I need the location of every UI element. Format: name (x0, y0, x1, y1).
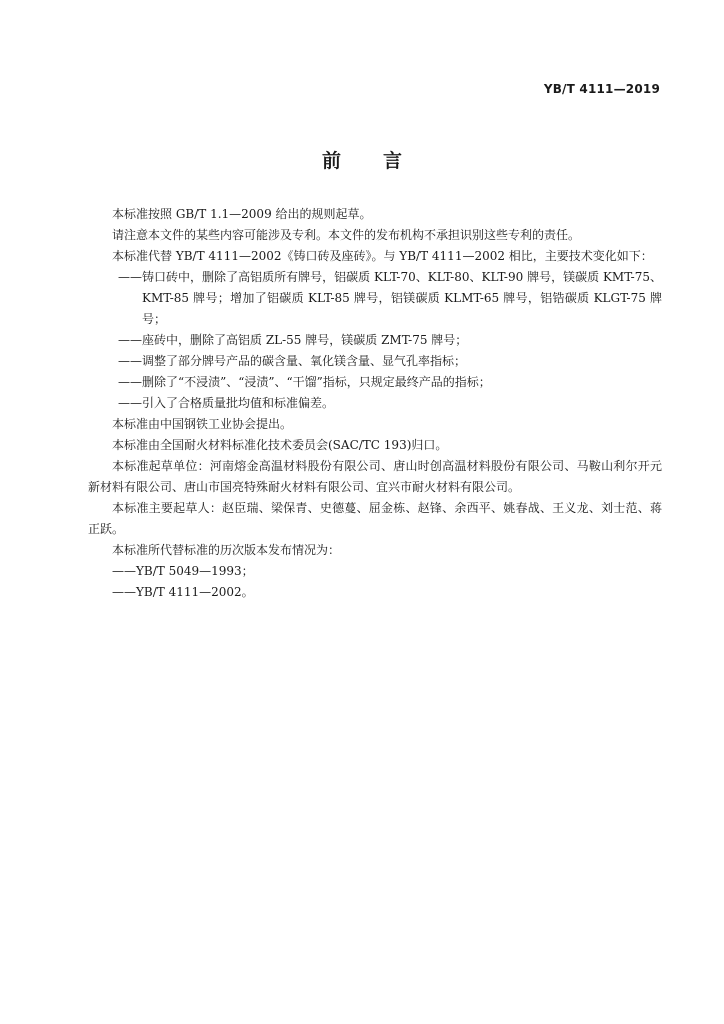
change-item: ——座砖中，删除了高铝质 ZL-55 牌号，镁碳质 ZMT-75 牌号； (118, 333, 468, 347)
change-item: ——引入了合格质量批均值和标准偏差。 (118, 396, 335, 410)
page-title-char-2: 言 (383, 150, 403, 172)
history-item: ——YB/T 4111—2002。 (112, 585, 254, 599)
paragraph-drafters: 本标准主要起草人：赵臣瑞、梁保青、史德蔓、屈金栋、赵锋、余西平、姚春战、王义龙、刘士范、蒋正跃。 (88, 501, 662, 536)
change-item: ——删除了“不浸渍”、“浸渍”、“干馏”指标，只规定最终产品的指标； (118, 375, 491, 389)
paragraph-history-intro: 本标准所代替标准的历次版本发布情况为： (112, 543, 341, 557)
history-item: ——YB/T 5049—1993； (112, 564, 254, 578)
paragraph-centralized-by: 本标准由全国耐火材料标准化技术委员会(SAC/TC 193)归口。 (112, 438, 448, 452)
foreword-body (88, 204, 662, 603)
change-item: ——铸口砖中，删除了高铝质所有牌号，铝碳质 KLT-70、KLT-80、KLT-90 牌号，镁碳质 KMT-75、KMT-85 牌号；增加了铝碳质 KLT-85 牌号，铝镁碳质 KLMT-65 牌号，铝锆碳质 KLGT-75 牌号； (118, 270, 662, 326)
paragraph-patent-notice: 请注意本文件的某些内容可能涉及专利。本文件的发布机构不承担识别这些专利的责任。 (112, 228, 581, 242)
paragraph-drafting-rules: 本标准按照 GB/T 1.1—2009 给出的规则起草。 (112, 207, 372, 221)
change-item: ——调整了部分牌号产品的碳含量、氧化镁含量、显气孔率指标； (118, 354, 467, 368)
standard-number: YB/T 4111—2019 (543, 82, 660, 96)
page-title (0, 146, 724, 173)
page-title-char-1: 前 (321, 150, 341, 172)
paragraph-drafting-units: 本标准起草单位：河南熔金高温材料股份有限公司、唐山时创高温材料股份有限公司、马鞍山利尔开元新材料有限公司、唐山市国亮特殊耐火材料有限公司、宜兴市耐火材料有限公司。 (88, 459, 662, 494)
paragraph-replacement: 本标准代替 YB/T 4111—2002《铸口砖及座砖》。与 YB/T 4111—2002 相比，主要技术变化如下： (112, 249, 653, 263)
paragraph-proposed-by: 本标准由中国钢铁工业协会提出。 (112, 417, 293, 431)
